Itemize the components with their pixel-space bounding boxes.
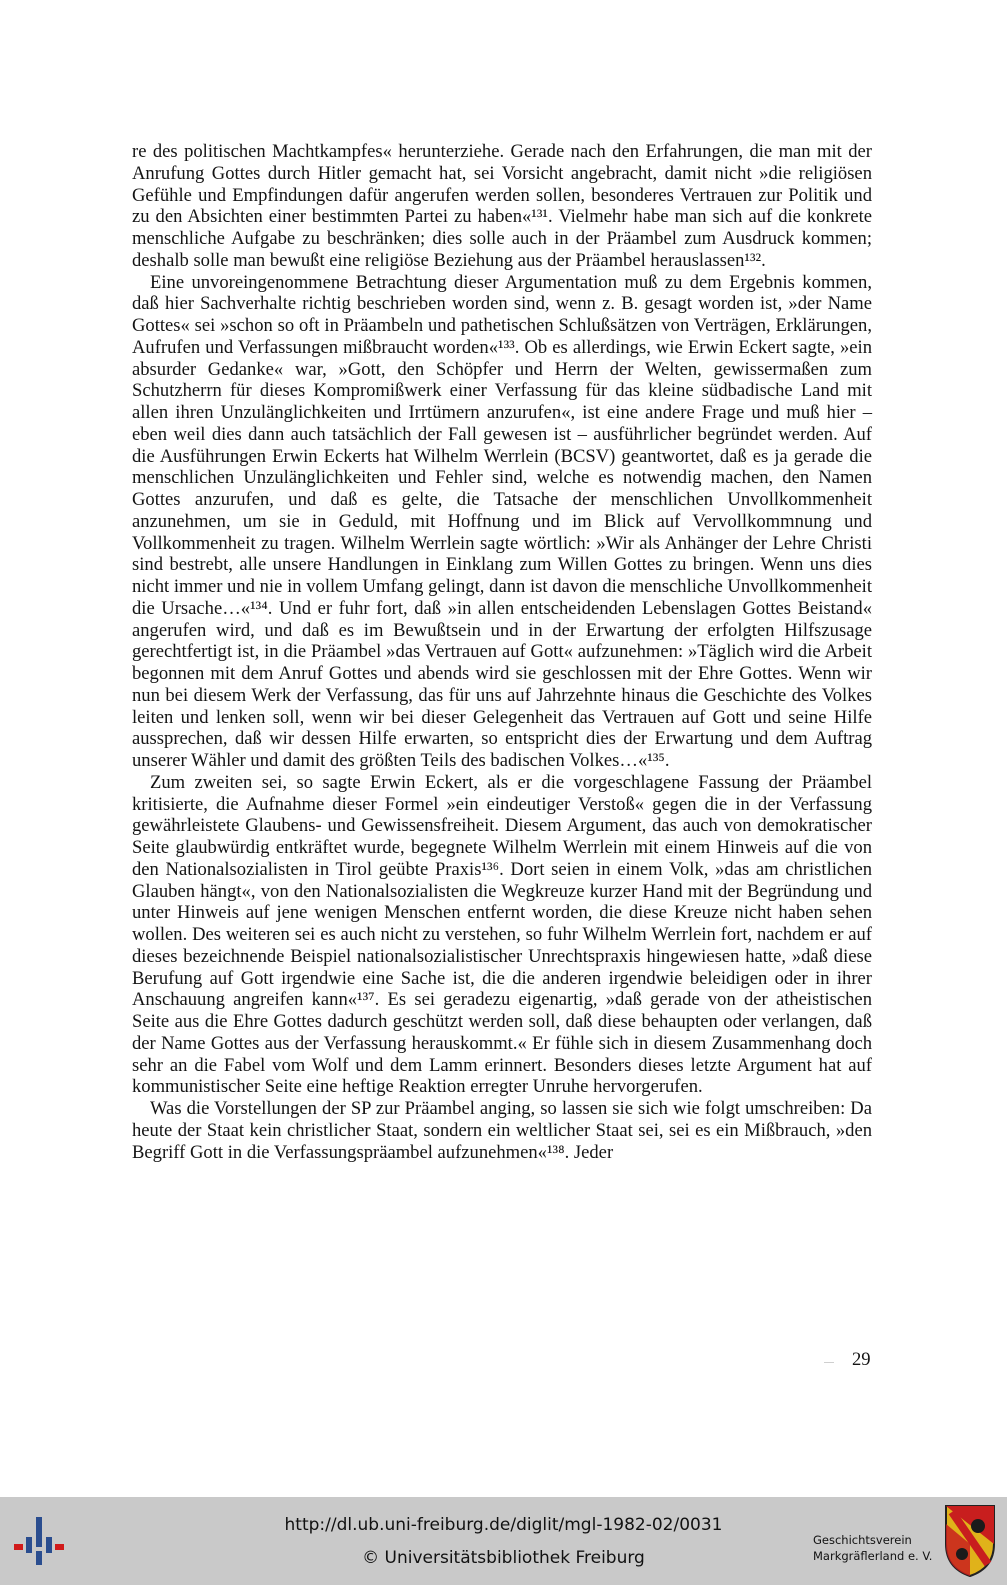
paragraph: Zum zweiten sei, so sagte Erwin Eckert, als er die vorgeschlagene Fassung der Präambel kritisierte, die Aufnahme dieser Formel »ein eindeutiger Verstoß« gegen die in der Verfassung gewährleistete Glaubens- und Gewissensfreiheit. Diesem Argument, das auch von demokratischer Seite glaubwürdig entkräftet wurde, begegnete Wilhelm Werrlein mit einem Hinweis auf die von den Nationalsozialisten in Tirol geübte Praxis¹³⁶. Dort seien in einem Volk, »das am christlichen Glauben hängt«, von den Nationalsozialisten die Wegkreuze kurzer Hand mit der Begründung und unter Hinweis auf jene wenigen Menschen entfernt worden, die diese Kreuze nicht haben sehen wollen. Des weiteren sei es auch nicht zu verstehen, so fuhr Wilhelm Werrlein fort, nachdem er auf dieses bezeichnende Beispiel nationalsozialistischer Unrechtspraxis hingewiesen hatte, »daß diese Berufung auf Gott irgendwie eine Sache ist, die die anderen irgendwie beleidigen oder in ihrer Anschauung angreifen kann«¹³⁷. Es sei geradezu eigenartig, »daß gerade von der atheistischen Seite aus die Ehre Gottes dadurch geschützt werden soll, daß diese behaupten oder verlangen, daß der Name Gottes aus der Verfassung herauskommt.« Er fühle sich in diesem Zusammenhang doch sehr an die Fabel vom Wolf und dem Lamm erinnert. Besonders dieses letzte Argument hat auf kommunistischer Seite eine heftige Reaktion erregter Unruhe hervorgerufen. xyxy=(132,771,872,1098)
society-name xyxy=(813,1532,938,1564)
coat-of-arms-icon xyxy=(944,1504,996,1578)
copyright-notice: © Universitätsbibliothek Freiburg xyxy=(362,1548,645,1568)
page-number: 29 xyxy=(852,1349,871,1370)
paragraph: Was die Vorstellungen der SP zur Präambel anging, so lassen sie sich wie folgt umschreiben: Da heute der Staat kein christlicher Staat, sondern ein weltlicher Staat sei, sei es ein Mißbrauch, »den Begriff Gott in die Verfassungspräambel aufzunehmen«¹³⁸. Jeder xyxy=(132,1098,872,1163)
source-url[interactable]: http://dl.ub.uni-freiburg.de/diglit/mgl-1982-02/0031 xyxy=(284,1515,723,1535)
society-line: Markgräflerland e. V. xyxy=(813,1549,933,1563)
footer-bar xyxy=(0,1497,1007,1585)
paragraph: re des politischen Machtkampfes« herunterziehe. Gerade nach den Erfahrungen, die man mit der Anrufung Gottes durch Hitler gemacht hat, sei Vorsicht angebracht, damit nicht »die religiösen Gefühle und Empfindungen dafür angerufen werden sollen, besonderes Vertrauen zur Politik und zu den Absichten einer bestimmten Partei zu haben«¹³¹. Vielmehr habe man sich auf die konkrete menschliche Aufgabe zu beschränken; dies solle auch in der Präambel zum Ausdruck kommen; deshalb solle man bewußt eine religiöse Beziehung aus der Präambel herauslassen¹³². xyxy=(132,141,872,271)
paragraph: Eine unvoreingenommene Betrachtung dieser Argumentation muß zu dem Ergebnis kommen, daß hier Sachverhalte richtig beschrieben worden sind, wenn z. B. gesagt worden ist, »der Name Gottes« sei »schon so oft in Präambeln und pathetischen Schlußsätzen von Verträgen, Erklärungen, Aufrufen und Verfassungen mißbraucht worden«¹³³. Ob es allerdings, wie Erwin Eckert sagte, »ein absurder Gedanke« war, »Gott, den Schöpfer und Herrn der Welten, gewissermaßen zum Schutzherrn für dieses Kompromißwerk einer Verfassung für das kleine südbadische Land mit allen ihren Unzulänglichkeiten und Irrtümern anzurufen«, ist eine andere Frage und muß hier – eben weil dies dann auch tatsächlich der Fall gewesen ist – ausführlicher begründet werden. Auf die Ausführungen Erwin Eckerts hat Wilhelm Werrlein (BCSV) geantwortet, daß es ja gerade die menschlichen Unzulänglichkeiten und Fehler sind, welche es notwendig machen, den Namen Gottes anzurufen, und daß es gelte, die Tatsache der menschlichen Unvollkommenheit anzunehmen, um sie in Geduld, mit Hoffnung und im Blick auf Vervollkommnung und Vollkommenheit zu tragen. Wilhelm Werrlein sagte wörtlich: »Wir als Anhänger der Lehre Christi sind bestrebt, alle unsere Handlungen in Einklang zum Willen Gottes zu bringen. Wenn uns dies nicht immer und nie in vollem Umfang gelingt, dann ist davon die menschliche Unvollkommenheit die Ursache…«¹³⁴. Und er fuhr fort, daß »in allen entscheidenden Lebenslagen Gottes Beistand« angerufen wird, und daß es im Bewußtsein und in der Erwartung der erfolgten Hilfszusage gerechtfertigt ist, in die Präambel »das Vertrauen auf Gott« aufzunehmen: »Täglich wird die Arbeit begonnen mit dem Anruf Gottes und abends wird sie geschlossen mit der Ehre Gottes. Wenn wir nun bei diesem Werk der Verfassung, das für uns auf Jahrzehnte hinaus die Geschichte des Volkes leiten und lenken soll, wenn wir bei dieser Gelegenheit das Vertrauen auf Gott und seine Hilfe aussprechen, daß wir dessen Hilfe erwarten, so entspricht dies der Erwartung und dem Auftrag unserer Wähler und damit des größten Teils des badischen Volkes…«¹³⁵. xyxy=(132,271,872,771)
society-line: Geschichtsverein xyxy=(813,1533,912,1547)
scan-mark xyxy=(824,1362,834,1363)
body-text xyxy=(132,141,872,1163)
